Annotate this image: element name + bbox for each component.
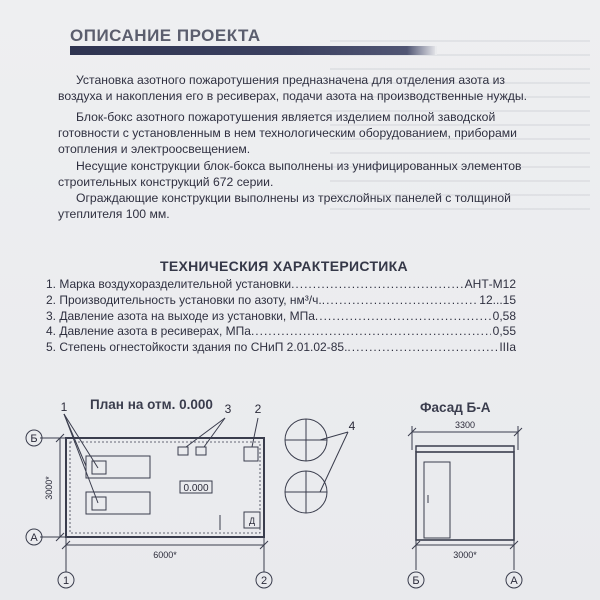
paragraph-1: Установка азотного пожаротушения предназначена для отделения азота из воздуха и накопления его в ресиверах, подачи азота на производственные нужды. <box>58 73 528 103</box>
paragraph-2: Блок-бокс азотного пожаротушения является изделием полной заводской готовности с установленным в нем технологическим оборудованием, приборами отопления и электроосвещением. <box>58 110 517 156</box>
leader-1c <box>64 414 86 466</box>
plan-axis-b-label: Б <box>30 433 38 445</box>
facade-axis-b-label: Б <box>412 575 420 587</box>
plan-axis-2-label: 2 <box>260 575 268 587</box>
facade-wall <box>416 452 514 540</box>
facade-title: Фасад Б-А <box>420 400 491 415</box>
leader-4b <box>320 432 348 492</box>
plan-dim-height: 3000* <box>44 476 54 500</box>
device-2 <box>244 447 258 461</box>
callout-1: 1 <box>60 400 68 414</box>
leader-1b <box>64 414 98 503</box>
facade-dim-top-label: 3300 <box>454 420 476 430</box>
plan-outer-wall <box>66 438 264 537</box>
spec-row: 5. Степень огнестойкости здания по СНиП 2.01.02-85. ..... IIIa <box>46 340 516 356</box>
spec-row: 3. Давление азота на выходе из установки, МПа ..... 0,58 <box>46 309 516 325</box>
equipment-lower-unit <box>92 497 106 510</box>
leader-3b <box>204 418 225 447</box>
plan-axis-1-label: 1 <box>62 575 70 587</box>
facade-dim-bottom-label: 3000* <box>453 550 477 560</box>
spec-row: 2. Производительность установки по азоту, нм³/ч. ..... 12...15 <box>46 293 516 309</box>
spec-row: 4. Давление азота в ресиверах, МПа ..... 0,55 <box>46 324 516 340</box>
paragraph-3: Несущие конструкции блок-бокса выполнены из унифицированных элементов строительных конструкций 672 серии. <box>58 159 522 189</box>
leader-4a <box>320 432 348 440</box>
room-label: Д <box>248 516 256 526</box>
callout-2: 2 <box>254 402 262 416</box>
plan-title: План на отм. 0.000 <box>90 397 213 412</box>
facade-roof <box>416 446 514 452</box>
equipment-lower <box>86 492 150 514</box>
device-3b <box>196 447 206 455</box>
level-mark: 0.000 <box>183 483 209 494</box>
leader-3a <box>186 418 225 447</box>
equipment-upper <box>86 456 150 478</box>
equipment-upper-unit <box>92 461 106 474</box>
paragraph-4: Ограждающие конструкции выполнены из трехслойных панелей с толщиной утеплителя 100 мм. <box>58 191 511 221</box>
plan-axis-a-label: А <box>30 532 38 544</box>
plan-dim-width: 6000* <box>153 550 177 560</box>
specs-title: ТЕХНИЧЕСКИЯ ХАРАКТЕРИСТИКА <box>160 258 408 274</box>
facade-axis-a-label: А <box>510 575 518 587</box>
device-3a <box>178 447 188 455</box>
spec-row: 1. Марка воздухоразделительной установки ..... АНТ-М12 <box>46 277 516 293</box>
section-title: ОПИСАНИЕ ПРОЕКТА <box>70 26 261 45</box>
callout-3: 3 <box>224 402 232 416</box>
leader-2 <box>252 418 258 447</box>
callout-4: 4 <box>348 419 356 433</box>
